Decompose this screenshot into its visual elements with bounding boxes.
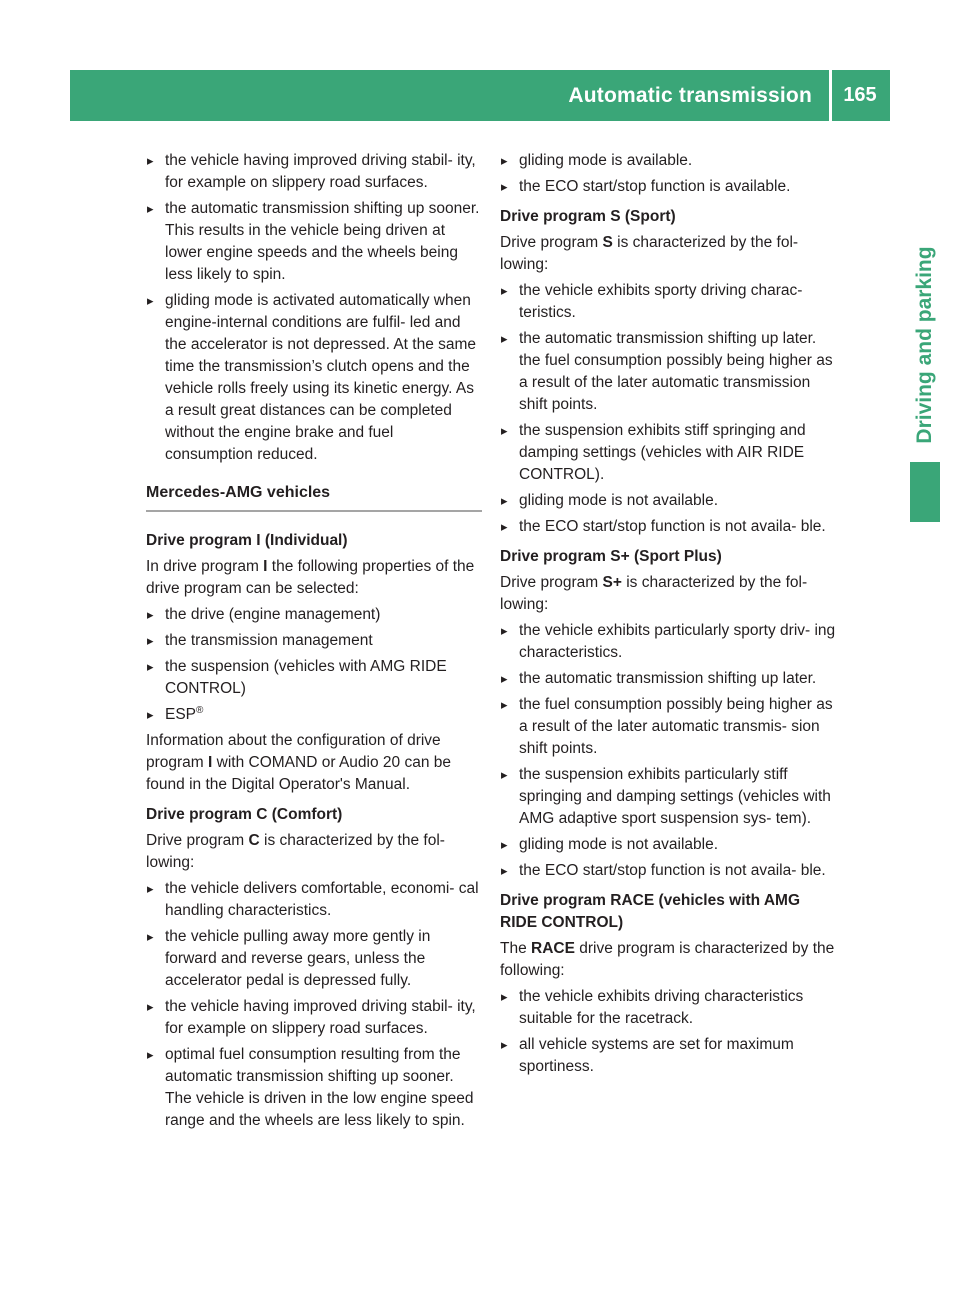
list-item: ▸ the ECO start/stop function is not availa- ble. — [500, 516, 836, 538]
page-number: 165 — [843, 84, 877, 106]
list-item: ▸ the vehicle having improved driving stabil- ity, for example on slippery road surfaces. — [146, 150, 482, 194]
paragraph: Drive program S+ is characterized by the fol- lowing: — [500, 574, 808, 613]
list-item: ▸ the drive (engine management) — [146, 604, 482, 626]
list-item: ▸ the vehicle delivers comfortable, economi- cal handling characteristics. — [146, 878, 482, 922]
list-item: ▸ the ECO start/stop function is available. — [500, 176, 836, 198]
bullet-list — [500, 280, 836, 538]
list-item: ▸ the suspension (vehicles with AMG RIDE CONTROL) — [146, 656, 482, 700]
list-item: ▸ the vehicle exhibits sporty driving charac- teristics. — [500, 280, 836, 324]
list-item: ▸ gliding mode is not available. — [500, 834, 836, 856]
list-item: ▸ gliding mode is available. — [500, 150, 836, 172]
list-item: ▸ the automatic transmission shifting up later. — [500, 668, 836, 690]
side-chapter-marker — [910, 462, 940, 522]
list-item: ▸ gliding mode is not available. — [500, 490, 836, 512]
list-item: ▸ the automatic transmission shifting up later. the fuel consumption possibly being higher as a result of the later automatic transmission shift points. — [500, 328, 836, 416]
display-code: C — [248, 832, 260, 849]
section-title: Mercedes-AMG vehicles — [146, 482, 482, 512]
page-header — [70, 70, 890, 121]
left-column — [146, 150, 482, 1136]
bullet-list — [500, 620, 836, 882]
display-code: I — [208, 754, 213, 771]
paragraph: The RACE drive program is characterized by the following: — [500, 940, 835, 979]
list-item: ▸ the suspension exhibits stiff springing and damping settings (vehicles with AIR RIDE CONTROL). — [500, 420, 836, 486]
list-item: ▸ the vehicle pulling away more gently in forward and reverse gears, unless the accelerator pedal is depressed fully. — [146, 926, 482, 992]
bullet-list — [146, 878, 482, 1132]
list-item: ▸ the vehicle exhibits driving characteristics suitable for the racetrack. — [500, 986, 836, 1030]
paragraph: Drive program C is characterized by the fol- lowing: — [146, 832, 445, 871]
bullet-list — [500, 150, 836, 198]
list-item: ▸ the ECO start/stop function is not availa- ble. — [500, 860, 836, 882]
list-item: ▸ the vehicle having improved driving stabil- ity, for example on slippery road surfaces. — [146, 996, 482, 1040]
header-divider — [829, 70, 832, 121]
list-item: ▸ optimal fuel consumption resulting from the automatic transmission shifting up sooner. The vehicle is driven in the low engine speed range and the wheels are less likely to spin. — [146, 1044, 482, 1132]
list-item: ▸ gliding mode is activated automatically when engine-internal conditions are fulfil- led and the accelerator is not depressed. At the same time the transmission’s clutch opens and the vehicle rolls freely using its kinetic energy. As a result great distances can be completed without the engine brake and fuel consumption reduced. — [146, 290, 482, 466]
side-chapter-label: Driving and parking — [913, 246, 936, 444]
paragraph: Drive program S is characterized by the fol- lowing: — [500, 234, 799, 273]
subheading: Drive program RACE (vehicles with AMG RIDE CONTROL) — [500, 892, 801, 931]
display-code: S+ — [602, 574, 622, 591]
list-item: ▸ ESP® — [146, 704, 482, 726]
list-item: ▸ the suspension exhibits particularly stiff springing and damping settings (vehicles with AMG adaptive sport suspension sys- tem). — [500, 764, 836, 830]
display-code: I — [263, 558, 268, 575]
bullet-list — [146, 604, 482, 726]
display-code: RACE — [531, 940, 575, 957]
subheading: Drive program C (Comfort) — [146, 806, 343, 823]
paragraph: Information about the configuration of drive program I with COMAND or Audio 20 can be found in the Digital Operator's Manual. — [146, 732, 451, 793]
list-item: ▸ the fuel consumption possibly being higher as a result of the later automatic transmis- sion shift points. — [500, 694, 836, 760]
paragraph: In drive program I the following properties of the drive program can be selected: — [146, 558, 475, 597]
subheading: Drive program S+ (Sport Plus) — [500, 548, 722, 565]
chapter-title: Automatic transmission — [568, 84, 812, 107]
display-code: S — [602, 234, 613, 251]
bullet-list — [500, 986, 836, 1078]
bullet-list — [146, 150, 482, 466]
list-item: ▸ all vehicle systems are set for maximum sportiness. — [500, 1034, 836, 1078]
subheading: Drive program S (Sport) — [500, 208, 676, 225]
subheading: Drive program I (Individual) — [146, 532, 348, 549]
right-column — [500, 150, 836, 1082]
list-item: ▸ the transmission management — [146, 630, 482, 652]
side-chapter-tab — [910, 240, 940, 450]
list-item: ▸ the vehicle exhibits particularly sporty driv- ing characteristics. — [500, 620, 836, 664]
list-item: ▸ the automatic transmission shifting up sooner. This results in the vehicle being driven at lower engine speeds and the wheels being less likely to spin. — [146, 198, 482, 286]
registered-mark: ® — [196, 704, 204, 716]
